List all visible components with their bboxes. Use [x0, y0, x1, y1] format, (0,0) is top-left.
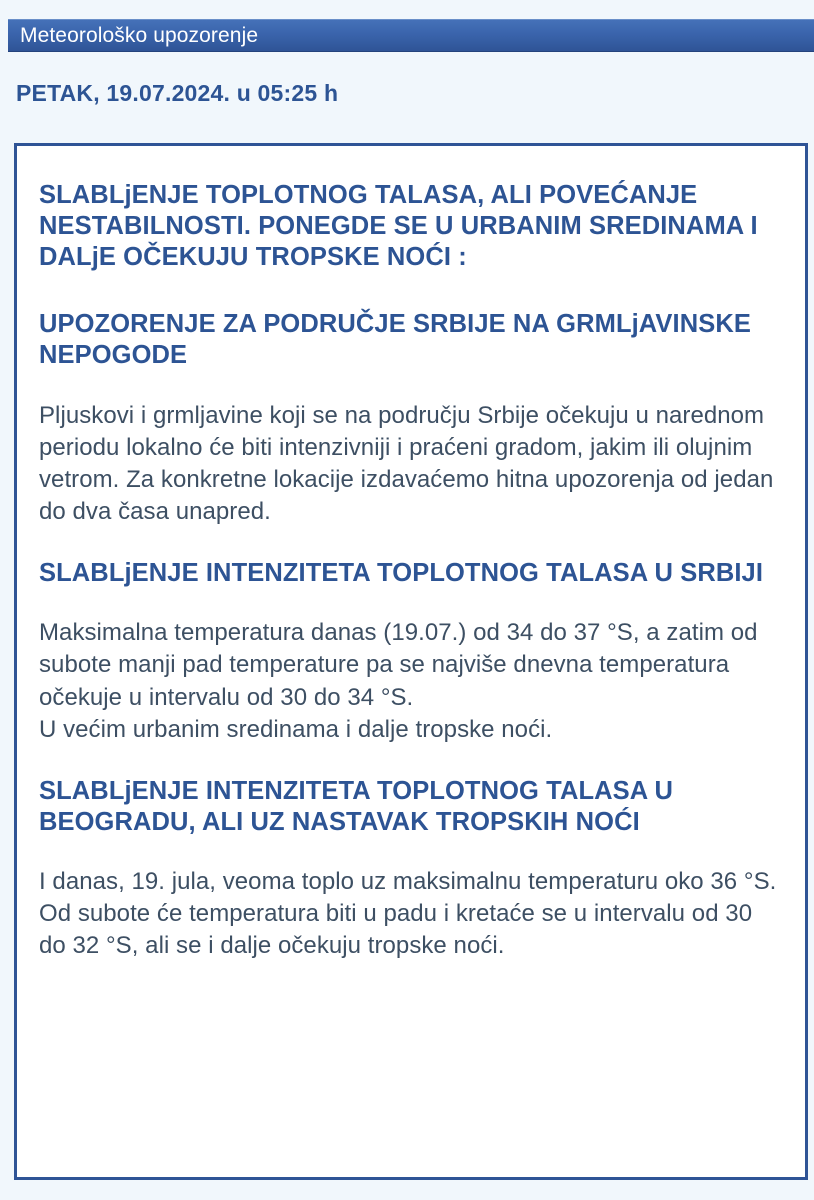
spacer: [39, 852, 781, 866]
headline-heatwave-serbia: SLABLjENJE INTENZITETA TOPLOTNOG TALASA U SRBIJI: [39, 559, 764, 588]
spacer: [39, 762, 781, 776]
spacer: [39, 287, 781, 309]
page-title: Meteorološko upozorenje: [20, 24, 259, 47]
paragraph-thunderstorm: Pljuskovi i grmljavine koji se na području Srbije očekuju u narednom periodu lokalno će biti intenzivniji i praćeni gradom, jakim ili olujnim vetrom. Za konkretne lokacije izdavaćemo hitna upozorenja od jedan do dva časa unapred.: [39, 401, 774, 526]
spacer: [39, 386, 781, 400]
headline-thunderstorm-warning: UPOZORENJE ZA PODRUČJE SRBIJE NA GRMLjAVINSKE NEPOGODE: [39, 310, 751, 370]
page-header-bar: [8, 19, 814, 52]
headline-heatwave-belgrade: SLABLjENJE INTENZITETA TOPLOTNOG TALASA U BEOGRADU, ALI UZ NASTAVAK TROPSKIH NOĆI: [39, 776, 674, 837]
spacer: [39, 603, 781, 617]
spacer: [39, 544, 781, 558]
paragraph-heatwave-belgrade: I danas, 19. jula, veoma toplo uz maksimalnu temperaturu oko 36 °S. Od subote će temperatura biti u padu i kretaće se u intervalu od 30 do 32 °S, ali se i dalje očekuju tropske noći.: [39, 868, 777, 960]
paragraph-heatwave-serbia: Maksimalna temperatura danas (19.07.) od 34 do 37 °S, a zatim od subote manji pad temperature pa se najviše dnevna temperatura očekuje u intervalu od 30 do 34 °S. U većim urbanim sredinama i dalje tropske noći.: [39, 619, 758, 743]
alert-content-box: [14, 143, 808, 1180]
issue-datetime: PETAK, 19.07.2024. u 05:25 h: [16, 80, 339, 106]
headline-main: SLABLjENJE TOPLOTNOG TALASA, ALI POVEĆANJE NESTABILNOSTI. PONEGDE SE U URBANIM SREDINAMA I DALjE OČEKUJU TROPSKE NOĆI :: [39, 181, 758, 272]
